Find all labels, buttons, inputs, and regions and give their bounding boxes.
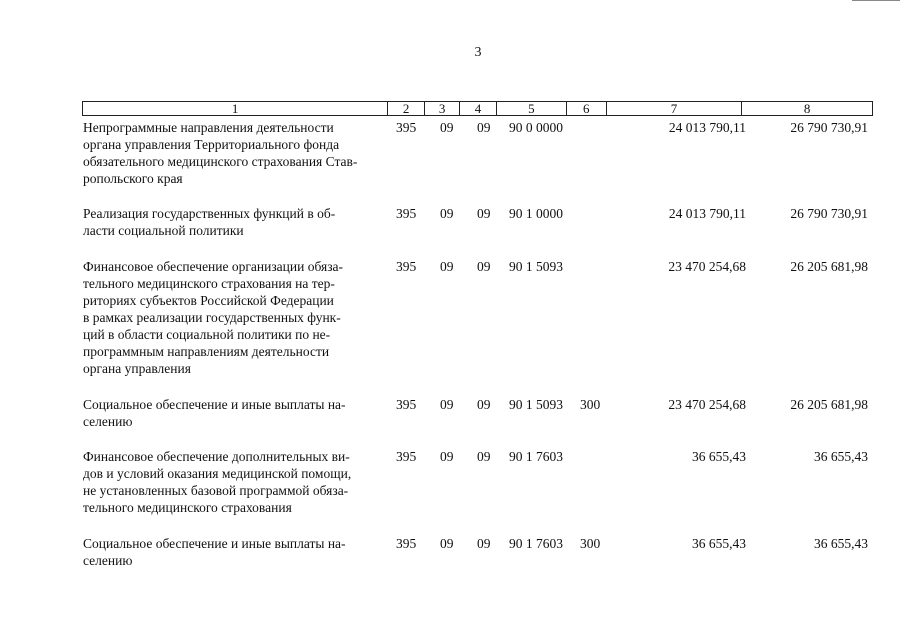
page-number: 3 (474, 45, 482, 60)
table-header (82, 101, 873, 116)
header-col-7: 7 (607, 102, 743, 115)
header-col-4: 4 (460, 102, 497, 115)
header-col-6: 6 (567, 102, 607, 115)
cell-target-article: 90 1 5093 (509, 259, 563, 274)
cell-section: 09 (440, 120, 454, 135)
cell-amount-col7: 23 470 254,68 (668, 397, 746, 412)
row-name: Финансовое обеспечение организации обяза- тельного медицинского страхования на тер- риториях субъектов Российской Федерации в рамках реализации государственных функ- ций в области социальной политики по не- программным направлениям деятельности органа управления (83, 259, 344, 376)
cell-amount-col8: 26 790 730,91 (790, 120, 868, 135)
cell-section: 09 (440, 449, 454, 464)
cell-subsection: 09 (477, 206, 491, 221)
header-col-3: 3 (425, 102, 460, 115)
row-name: Реализация государственных функций в об- ласти социальной политики (83, 206, 336, 238)
cell-target-article: 90 1 0000 (509, 206, 563, 221)
cell-subsection: 09 (477, 259, 491, 274)
cell-amount-col8: 26 205 681,98 (790, 259, 868, 274)
cell-subsection: 09 (477, 120, 491, 135)
cell-amount-col7: 23 470 254,68 (668, 259, 746, 274)
cell-section: 09 (440, 536, 454, 551)
cell-amount-col8: 26 790 730,91 (790, 206, 868, 221)
cell-target-article: 90 1 7603 (509, 449, 563, 464)
header-col-5: 5 (497, 102, 567, 115)
cell-chapter: 395 (396, 397, 417, 412)
row-name: Социальное обеспечение и иные выплаты на- селению (83, 397, 346, 429)
cell-target-article: 90 1 5093 (509, 397, 563, 412)
cell-section: 09 (440, 206, 454, 221)
cell-amount-col7: 24 013 790,11 (668, 206, 746, 221)
cell-chapter: 395 (396, 536, 417, 551)
cell-chapter: 395 (396, 120, 417, 135)
cell-expense-type: 300 (580, 536, 601, 551)
row-name: Социальное обеспечение и иные выплаты на- селению (83, 536, 346, 568)
cell-chapter: 395 (396, 449, 417, 464)
row-name: Финансовое обеспечение дополнительных ви- дов и условий оказания медицинской помощи, не установленных базовой программой обяза- тельного медицинского страхования (83, 449, 352, 515)
cell-target-article: 90 1 7603 (509, 536, 563, 551)
header-col-1: 1 (83, 102, 388, 115)
row-name: Непрограммные направления деятельности органа управления Территориального фонда обязательного медицинского страхования Став- ропольского края (83, 120, 358, 186)
cell-amount-col8: 36 655,43 (814, 536, 868, 551)
cell-amount-col8: 26 205 681,98 (790, 397, 868, 412)
cell-target-article: 90 0 0000 (509, 120, 563, 135)
cell-chapter: 395 (396, 206, 417, 221)
cell-amount-col7: 36 655,43 (692, 449, 746, 464)
cell-section: 09 (440, 397, 454, 412)
header-col-8: 8 (803, 101, 811, 116)
header-col-2: 2 (388, 102, 425, 115)
cell-section: 09 (440, 259, 454, 274)
scan-corner-mark (852, 0, 900, 1)
cell-expense-type: 300 (580, 397, 601, 412)
cell-amount-col7: 36 655,43 (692, 536, 746, 551)
cell-chapter: 395 (396, 259, 417, 274)
cell-subsection: 09 (477, 449, 491, 464)
cell-amount-col8: 36 655,43 (814, 449, 868, 464)
cell-subsection: 09 (477, 397, 491, 412)
cell-amount-col7: 24 013 790,11 (668, 120, 746, 135)
cell-subsection: 09 (477, 536, 491, 551)
